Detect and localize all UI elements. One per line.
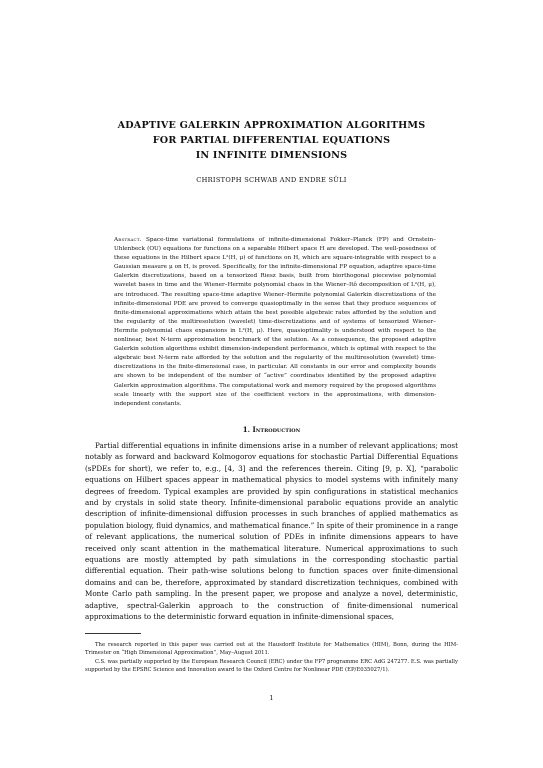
- footnote: The research reported in this paper was carried out at the Hausdorff Institute for Mathematics (HIM), Bonn, during the HIM-Trimester on “High Dimensional Approximation”, May–August 2011.: [85, 642, 458, 657]
- intro-paragraph: Partial differential equations in infinite dimensions arise in a number of relevant applications; most notably as forward and backward Kolmogorov equations for stochastic Partial Differential Equations (sPDEs for short), we refer to, e.g., [4, 3] and the references therein. Citing [9, p. X], “parabolic equations on Hilbert spaces appear in mathematical physics to model systems with infinitely many degrees of freedom. Typical examples are provided by spin configurations in statistical mechanics and by crystals in solid state theory. Infinite-dimensional parabolic equations provide an analytic description of infinite-dimensional diffusion processes in such branches of applied mathematics as population biology, fluid dynamics, and mathematical finance.” In spite of their prominence in a range of relevant applications, the numerical solution of PDEs in infinite dimensions appears to have received only scant attention in the mathematical literature. Numerical approximations to such equations are mostly attempted by path simulations in the corresponding stochastic partial differential equation. Their path-wise solutions belong to function spaces over finite-dimensional domains and can be, therefore, approximated by standard discretization techniques, combined with Monte Carlo path sampling. In the present paper, we propose and analyze a novel, deterministic, adaptive, spectral-Galerkin approach to the construction of finite-dimensional numerical approximations to the deterministic forward equation in infinite-dimensional spaces,: [85, 441, 458, 622]
- footnote-rule: [85, 633, 141, 634]
- abstract: [114, 236, 436, 409]
- section-heading: [90, 425, 453, 434]
- authors: CHRISTOPH SCHWAB AND ENDRE SÜLI: [196, 176, 347, 184]
- title-line: FOR PARTIAL DIFFERENTIAL EQUATIONS: [152, 135, 391, 146]
- title-line: IN INFINITE DIMENSIONS: [195, 150, 348, 161]
- section-title: Introduction: [252, 425, 301, 434]
- abstract-label: Abstract.: [114, 237, 142, 243]
- paper-title: [90, 118, 453, 163]
- footnote: C.S. was partially supported by the European Research Council (ERC) under the FP7 programme ERC AdG 247277. E.S. was partially supported by the EPSRC Science and Innovation award to the Oxford Centre for Nonlinear PDE (EP/E035027/1).: [85, 658, 458, 674]
- section-number: 1.: [242, 425, 251, 434]
- page-number: 1: [269, 694, 274, 702]
- abstract-text: Space-time variational formulations of infinite-dimensional Fokker–Planck (FP) and Ornstein–Uhlenbeck (OU) equations for functions on a separable Hilbert space H are developed. The well-posedness of these equations in the Hilbert space L²(H, μ) of functions on H, which are square-integrable with respect to a Gaussian measure μ on H, is proved. Specifically, for the infinite-dimensional FP equation, adaptive space-time Galerkin discretizations, based on a tensorized Riesz basis, built from biorthogonal piecewise polynomial wavelet bases in time and the Wiener–Hermite polynomial chaos in the Wiener–Itô decomposition of L²(H, μ), are introduced. The resulting space-time adaptive Wiener–Hermite polynomial Galerkin discretizations of the infinite-dimensional PDE are proved to converge quasioptimally in the sense that they produce sequences of finite-dimensional approximations which attain the best possible algebraic rates afforded by the solution and the regularity of the multiresolution (wavelet) time-discretizations and of systems of tensorized Wiener–Hermite polynomial chaos expansions in L²(H, μ). Here, quasioptimality is understood with respect to the nonlinear, best N-term approximation benchmark of the solution. As a consequence, the proposed adaptive Galerkin solution algorithms exhibit dimension-independent performance, which is optimal with respect to the algebraic best N-term rate afforded by the solution and the regularity of the multiresolution (wavelet) time-discretizations in the finite-dimensional case, in particular. All constants in our error and complexity bounds are shown to be independent of the number of “active” coordinates identified by the proposed adaptive Galerkin approximation algorithms. The computational work and memory required by the proposed algorithms scale linearly with the support size of the coefficient vectors in the approximations, with dimension-independent constants.: [114, 237, 436, 407]
- footnotes: [85, 641, 458, 675]
- title-line: ADAPTIVE GALERKIN APPROXIMATION ALGORITHMS: [117, 120, 426, 131]
